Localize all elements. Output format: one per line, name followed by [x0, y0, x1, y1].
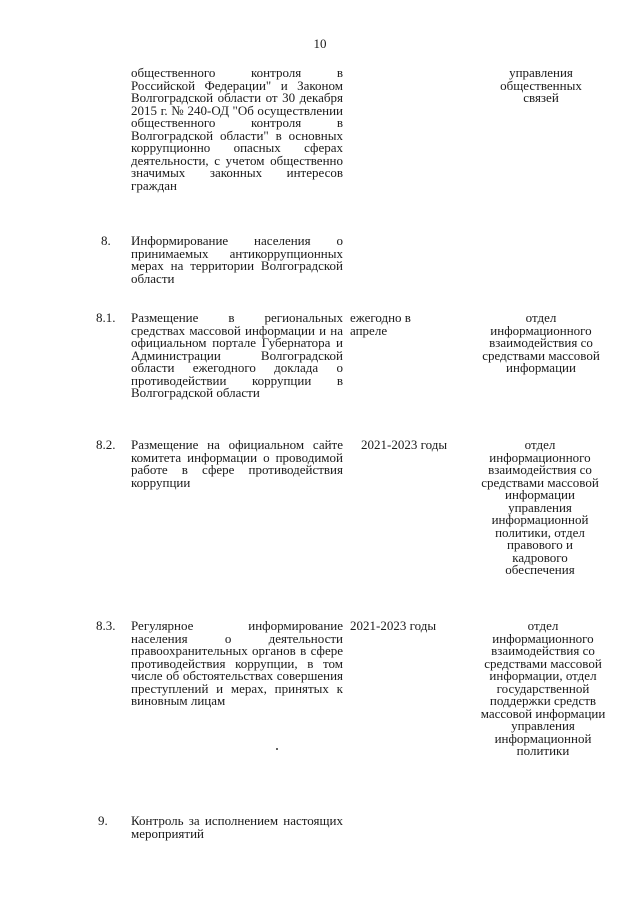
- row-description: Размещение на официальном сайте комитета информации о проводимой работе в сфере противодействия коррупции: [131, 437, 343, 490]
- row-number: 8.3.: [96, 618, 116, 633]
- row-responsible: отдел информационного взаимодействия со средствами массовой информации управления информационной политики, отдел правового и кадрового обеспечения: [481, 437, 599, 577]
- page-number: 10: [313, 36, 327, 51]
- row-description: Регулярное информирование населения о деятельности правоохранительных органов в сфере противодействия коррупции, в том числе об обстоятельствах совершения преступлений и мерах, принятых к виновным лицам: [131, 618, 343, 708]
- row-number: 9.: [98, 813, 108, 828]
- row-term: ежегодно в апреле: [350, 310, 411, 338]
- row-number: 8.2.: [96, 437, 116, 452]
- stray-dot: [276, 748, 278, 750]
- row-description: Информирование населения о принимаемых антикоррупционных мерах на территории Волгоградской области: [131, 233, 343, 286]
- row-description: Контроль за исполнением настоящих мероприятий: [131, 813, 343, 841]
- row-number: 8.: [101, 233, 111, 248]
- row-term: 2021-2023 годы: [350, 618, 437, 633]
- row-responsible: отдел информационного взаимодействия со средствами массовой информации: [482, 310, 600, 375]
- row-term: 2021-2023 годы: [361, 437, 448, 452]
- row-responsible: отдел информационного взаимодействия со средствами массовой информации, отдел государственной поддержки средств массовой информации управления информационной политики: [480, 618, 606, 758]
- row-description: общественного контроля в Российской Федерации" и Законом Волгоградской области от 30 декабря 2015 г. № 240-ОД "Об осуществлении общественного контроля в Волгоградской области" в основных коррупционно опасных сферах деятельности, с учетом общественно значимых законных интересов граждан: [131, 65, 343, 193]
- row-number: 8.1.: [96, 310, 116, 325]
- row-description: Размещение в региональных средствах массовой информации и на официальном портале Губернатора и Администрации Волгоградской области ежегодного доклада о противодействии коррупции в Волгоградской области: [131, 310, 343, 400]
- row-responsible: управления общественных связей: [500, 65, 582, 105]
